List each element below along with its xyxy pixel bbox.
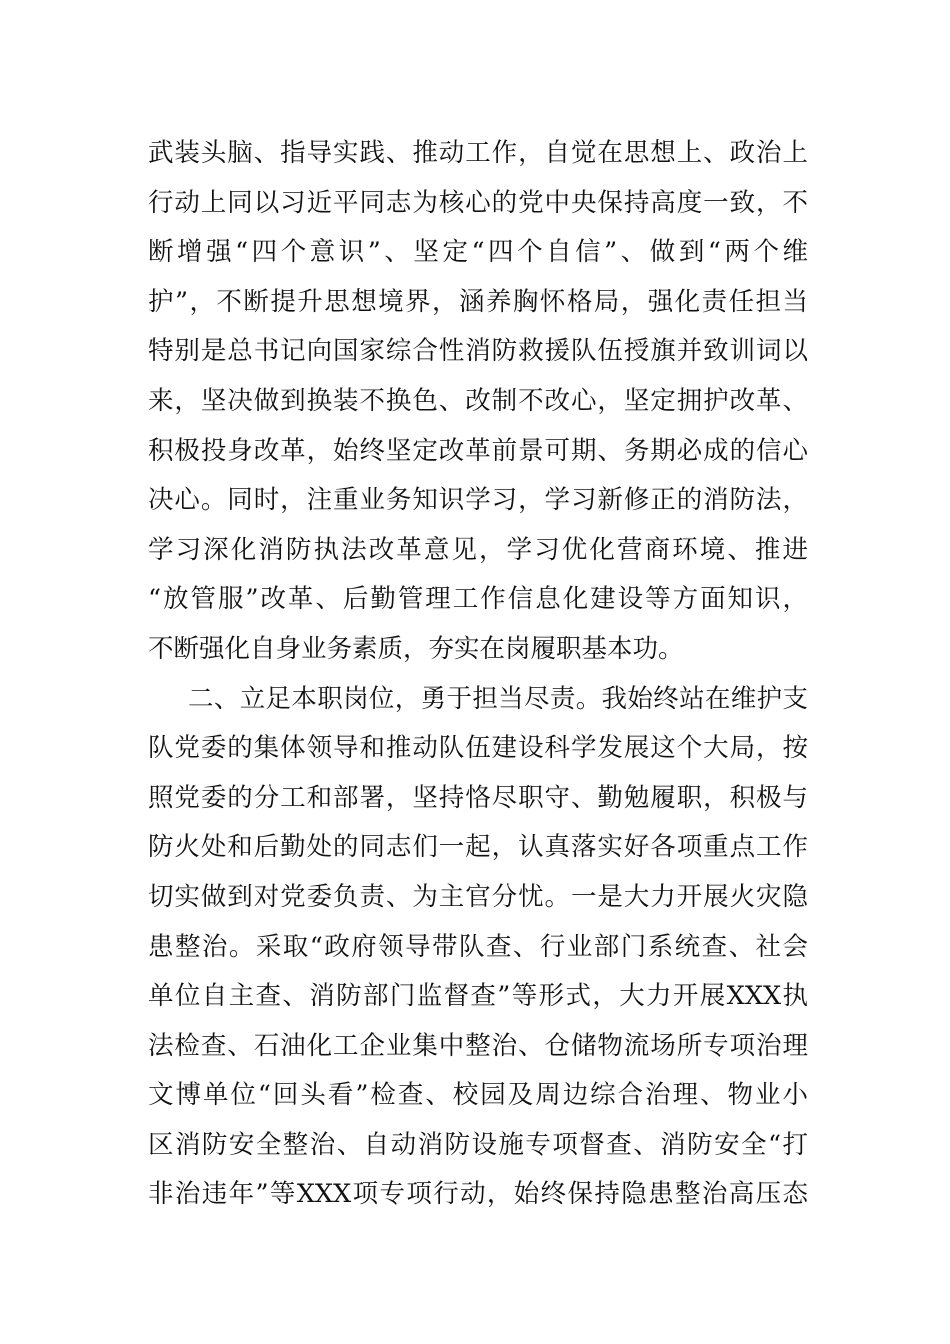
text-line: 断增强“四个意识”、坚定“四个自信”、做到“两个维 — [148, 237, 808, 268]
text-line: 队党委的集体领导和推动队伍建设科学发展这个大局，按 — [148, 733, 808, 764]
paragraph-first-line: 二、立足本职岗位，勇于担当尽责。我始终站在维护支 — [188, 683, 808, 714]
text-line: “放管服”改革、后勤管理工作信息化建设等方面知识， — [148, 584, 808, 615]
text-line: 防火处和后勤处的同志们一起，认真落实好各项重点工作 — [148, 832, 808, 863]
body-text — [148, 129, 808, 1220]
text-line: 照党委的分工和部署，坚持恪尽职守、勤勉履职，积极与 — [148, 782, 808, 813]
text-line: 文博单位“回头看”检查、校园及周边综合治理、物业小 — [148, 1080, 808, 1111]
text-line: 决心。同时，注重业务知识学习，学习新修正的消防法， — [148, 485, 808, 516]
text-line: 非治违年”等XXX项专项行动，始终保持隐患整治高压态 — [148, 1179, 808, 1210]
text-line: 切实做到对党委负责、为主官分忧。一是大力开展火灾隐 — [148, 881, 808, 912]
text-line: 积极投身改革，始终坚定改革前景可期、务期必成的信心 — [148, 435, 808, 466]
text-line: 区消防安全整治、自动消防设施专项督查、消防安全“打 — [148, 1129, 808, 1160]
text-line: 法检查、石油化工企业集中整治、仓储物流场所专项治理 — [148, 1030, 808, 1061]
text-line: 护”，不断提升思想境界，涵养胸怀格局，强化责任担当 — [148, 286, 808, 317]
text-line: 来，坚决做到换装不换色、改制不改心，坚定拥护改革、 — [148, 385, 808, 416]
text-line: 学习深化消防执法改革意见，学习优化营商环境、推进 — [148, 534, 808, 565]
text-line: 特别是总书记向国家综合性消防救援队伍授旗并致训词以 — [148, 336, 808, 367]
text-line: 不断强化自身业务素质，夯实在岗履职基本功。 — [148, 633, 684, 664]
text-line: 单位自主查、消防部门监督查”等形式，大力开展XXX执 — [148, 981, 808, 1012]
text-line: 武装头脑、指导实践、推动工作，自觉在思想上、政治上 — [148, 138, 808, 168]
text-line: 患整治。采取“政府领导带队查、行业部门系统查、社会 — [148, 931, 808, 962]
text-line: 行动上同以习近平同志为核心的党中央保持高度一致，不 — [148, 187, 808, 218]
